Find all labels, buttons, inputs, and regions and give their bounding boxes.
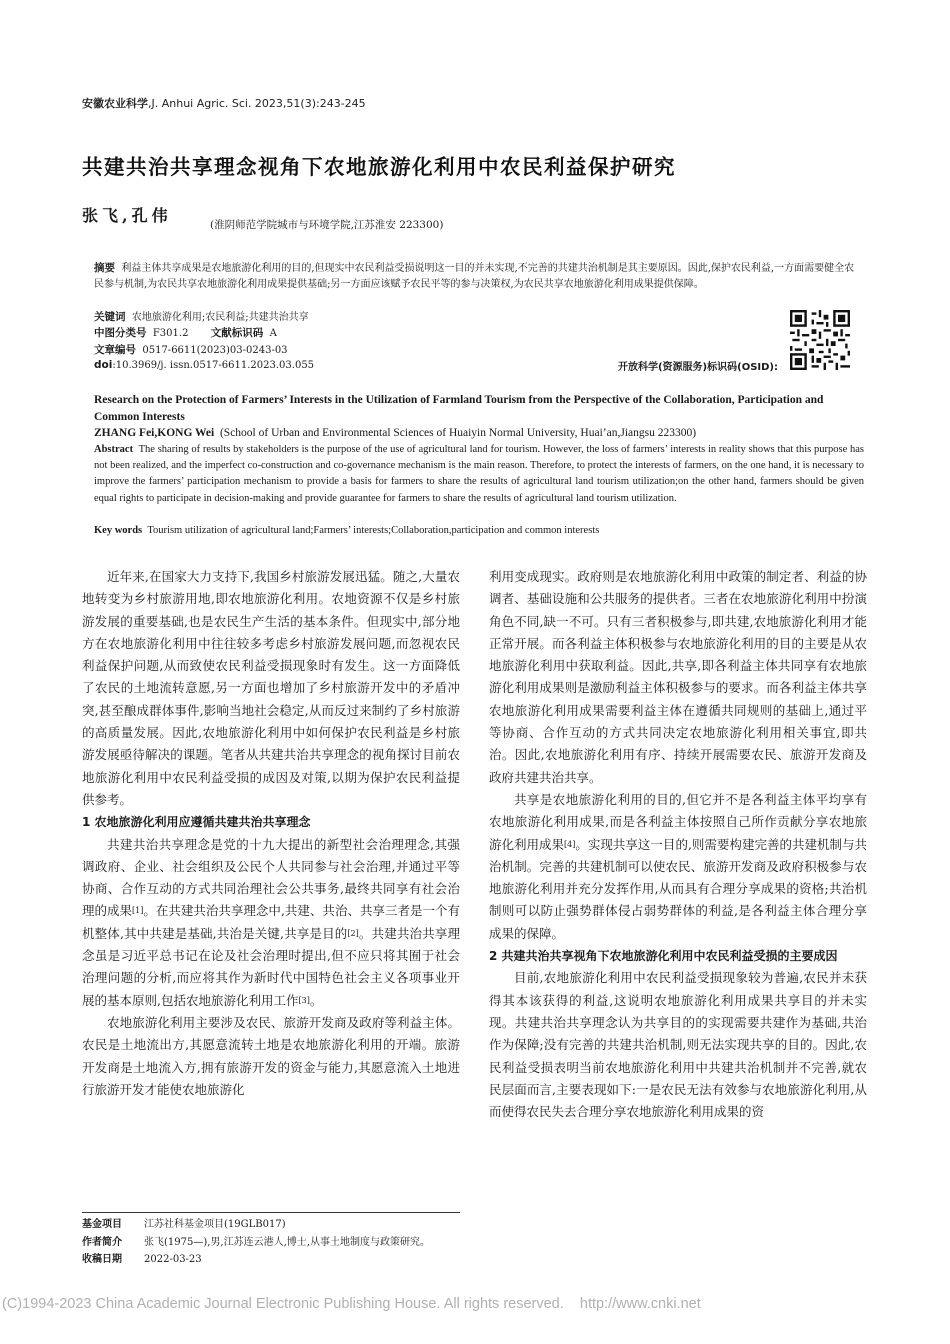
citation-ref[interactable]: [1] — [132, 906, 144, 916]
english-authors: ZHANG Fei,KONG Wei — [94, 427, 215, 439]
citation-ref[interactable]: [3] — [298, 995, 310, 1005]
author-bio-text: 张飞(1975—),男,江苏连云港人,博士,从事土地制度与政策研究。 — [144, 1236, 430, 1248]
fund-label: 基金项目 — [82, 1219, 122, 1230]
english-authors-line — [94, 427, 696, 439]
doi-value[interactable]: :10.3969/j. issn.0517-6611.2023.03.055 — [112, 360, 315, 371]
english-abstract-text: The sharing of results by stakeholders is the purpose of the use of agricultural land for tourism. However, the loss of farmers’ interests in reality shows that this purpose has not been realized, and the imperfect co-construction and co-governance mechanism is the main reason. Therefore, to protect the interests of farmers, on the one hand, it is necessary to improve the farmers’ participation mechanism to provide a basis for farmers to share the results of agricultural land tourism utilization;on the other hand, farmers should be given equal rights to participate in decision-making and provide guarantee for farmers to share the results of agricultural land tourism utilization. — [94, 444, 864, 504]
journal-name: 安徽农业科学 — [82, 97, 148, 110]
english-title: Research on the Protection of Farmers’ Interests in the Utilization of Farmland Tourism from the Perspective of the Collaboration, Participation and Common Interests — [94, 394, 824, 423]
journal-citation: ,J. Anhui Agric. Sci. 2023,51(3):243-245 — [148, 97, 366, 110]
body-column-left — [82, 566, 460, 1101]
affiliation: (淮阴师范学院城市与环境学院,江苏淮安 223300) — [210, 219, 444, 231]
body-paragraph: 利用变成现实。政府则是农地旅游化利用中政策的制定者、利益的协调者、基础设施和公共服务的提供者。三者在农地旅游化利用中扮演角色不同,缺一不可。只有三者积极参与,即共建,农地旅游化利用才能正常开展。而各利益主体积极参与农地旅游化利用的目的主要是从农地旅游化利用中获取利益。因此,共享,即各利益主体共同享有农地旅游化利用成果则是激励利益主体积极参与的要求。而各利益主体共享农地旅游化利用成果需要利益主体在遵循共同规则的基础上,通过平等协商、合作互动的方式共同决定农地旅游化利用相关事宜,即共治。因此,农地旅游化利用有序、持续开展需要农民、旅游开发商及政府共建共治共享。 — [489, 569, 867, 785]
body-paragraph — [489, 789, 867, 945]
english-affiliation: (School of Urban and Environmental Sciences of Huaiyin Normal University, Huai’an,Jiangsu 223300) — [219, 427, 697, 439]
section-heading-2: 2 共建共治共享视角下农地旅游化利用中农民利益受损的主要成因 — [489, 949, 838, 964]
doi-line — [94, 359, 314, 371]
keywords-label: 关键词 — [94, 311, 126, 323]
body-text: 。 — [309, 992, 323, 1008]
english-keywords-text: Tourism utilization of agricultural land;Farmers’ interests;Collaboration,participation and common interests — [147, 525, 600, 536]
body-paragraph: 目前,农地旅游化利用中农民利益受损现象较为普遍,农民并未获得其本该获得的利益,这说明农地旅游化利用成果共享目的并未实现。共建共治共享理念认为共享目的的实现需要共建作为基础,共治作为保障;没有完善的共建共治机制,则无法实现共享的目的。因此,农民利益受损表明当前农地旅游化利用中共建共治机制并不完善,就农民层面而言,主要表现如下:一是农民无法有效参与农地旅游化利用,从而使得农民失去合理分享农地旅游化利用成果的资 — [489, 970, 867, 1120]
body-text: 共建共治共享理念是党的十九大提出的新型社会治理理念,其强调政府、企业、社会组织及公民个人共同参与社会治理,并通过平等协商、合作互动的方式共同治理社会公共事务,最终共同享有社会治理的成果 — [82, 836, 460, 919]
body-text: 共享是农地旅游化利用的目的,但它并不是各利益主体平均享有农地旅游化利用成果,而是各利益主体按照自己所作贡献分享农地旅游化利用成果 — [489, 791, 867, 852]
citation-ref[interactable]: [4] — [564, 839, 576, 849]
article-number-line — [94, 342, 288, 357]
body-paragraph: 近年来,在国家大力支持下,我国乡村旅游发展迅猛。随之,大量农地转变为乡村旅游用地,即农地旅游化利用。农地资源不仅是乡村旅游发展的重要基础,也是农民生产生活的基本条件。但现实中,部分地方在农地旅游化利用中往往较多考虑乡村旅游发展问题,而忽视农民利益保护问题,从而致使农民利益受损现象时有发生。这一方面降低了农民的土地流转意愿,另一方面也增加了乡村旅游开发中的矛盾冲突,甚至酿成群体事件,影响当地社会稳定,从而反过来制约了乡村旅游的高质量发展。因此,农地旅游化利用中如何保护农民利益是乡村旅游发展亟待解决的课题。笔者从共建共治共享理念的视角探讨目前农地旅游化利用中农民利益受损的成因及对策,以期为保护农民利益提供参考。 — [82, 569, 460, 807]
abstract-text: 利益主体共享成果是农地旅游化利用的目的,但现实中农民利益受损说明这一目的并未实现,不完善的共建共治机制是其主要原因。因此,保护农民利益,一方面需要健全农民参与机制,为农民共享农地旅游化利用成果提供基础;另一方面应该赋予农民平等的参与决策权,为农民共享农地旅游化利用成果提供保障。 — [94, 263, 855, 290]
english-abstract-label: Abstract — [94, 444, 134, 455]
qr-code-icon[interactable] — [790, 310, 850, 370]
clc-value: F301.2 — [152, 328, 189, 339]
body-paragraph — [82, 834, 460, 1012]
classification-line — [94, 325, 277, 340]
english-keywords — [94, 525, 864, 536]
clc-label: 中图分类号 — [94, 327, 147, 339]
english-keywords-label: Key words — [94, 525, 143, 536]
abstract-label: 摘要 — [94, 262, 115, 274]
body-paragraph: 农地旅游化利用主要涉及农民、旅游开发商及政府等利益主体。农民是土地流出方,其愿意流转土地是农地旅游化利用的开端。旅游开发商是土地流入方,拥有旅游开发的资金与能力,其愿意流入土地进行旅游开发才能使农地旅游化 — [82, 1014, 460, 1097]
keywords-cn — [94, 308, 309, 324]
footnote-divider — [82, 1212, 460, 1213]
doc-code-value: A — [269, 328, 277, 339]
received-date-row — [82, 1253, 462, 1267]
fund-text: 江苏社科基金项目(19GLB017) — [144, 1219, 286, 1230]
keywords-text: 农地旅游化利用;农民利益;共建共治共享 — [131, 312, 309, 323]
body-text: 。在共建共治共享理念中,共建、共治、共享三者是一个有机整体,其中共建是基础,共治是关键,共享是目的 — [82, 903, 460, 941]
author-bio-row — [82, 1236, 462, 1250]
body-text: 。共建共治共享理念虽是习近平总书记在论及社会治理时提出,但不应只将其囿于社会治理问题的分析,而应将其作为新时代中国特色社会主义各项事业开展的基本原则,包括农地旅游化利用工作 — [82, 925, 460, 1008]
section-heading-1: 1 农地旅游化利用应遵循共建共治共享理念 — [82, 815, 311, 830]
body-text: 。实现共享这一目的,则需要构建完善的共建机制与共治机制。完善的共建机制可以使农民、旅游开发商及政府积极参与农地旅游化利用并充分发挥作用,从而具有合理分享成果的资格;共治机制则可以防止强势群体侵占弱势群体的利益,是各利益主体合理分享成果的保障。 — [489, 836, 867, 941]
fund-row — [82, 1218, 462, 1232]
english-abstract — [94, 442, 864, 507]
paper-title: 共建共治共享理念视角下农地旅游化利用中农民利益保护研究 — [82, 155, 676, 179]
citation-ref[interactable]: [2] — [347, 928, 359, 938]
article-no-label: 文章编号 — [94, 344, 136, 356]
doi-label: doi — [94, 359, 113, 371]
article-no-value: 0517-6611(2023)03-0243-03 — [142, 345, 288, 356]
doc-code-label: 文献标识码 — [210, 327, 264, 339]
footnotes — [82, 1218, 462, 1271]
journal-header — [82, 95, 366, 111]
author-bio-label: 作者简介 — [82, 1236, 122, 1248]
abstract-cn — [94, 261, 864, 292]
received-date: 2022-03-23 — [144, 1254, 202, 1265]
osid-label: 开放科学(资源服务)标识码(OSID): — [617, 362, 778, 373]
body-column-right — [489, 566, 867, 1123]
copyright-watermark: (C)1994-2023 China Academic Journal Electronic Publishing House. All rights reserved. http://www.cnki.net — [2, 1296, 701, 1312]
authors: 张飞,孔伟 — [82, 206, 172, 225]
received-date-label: 收稿日期 — [82, 1254, 122, 1265]
